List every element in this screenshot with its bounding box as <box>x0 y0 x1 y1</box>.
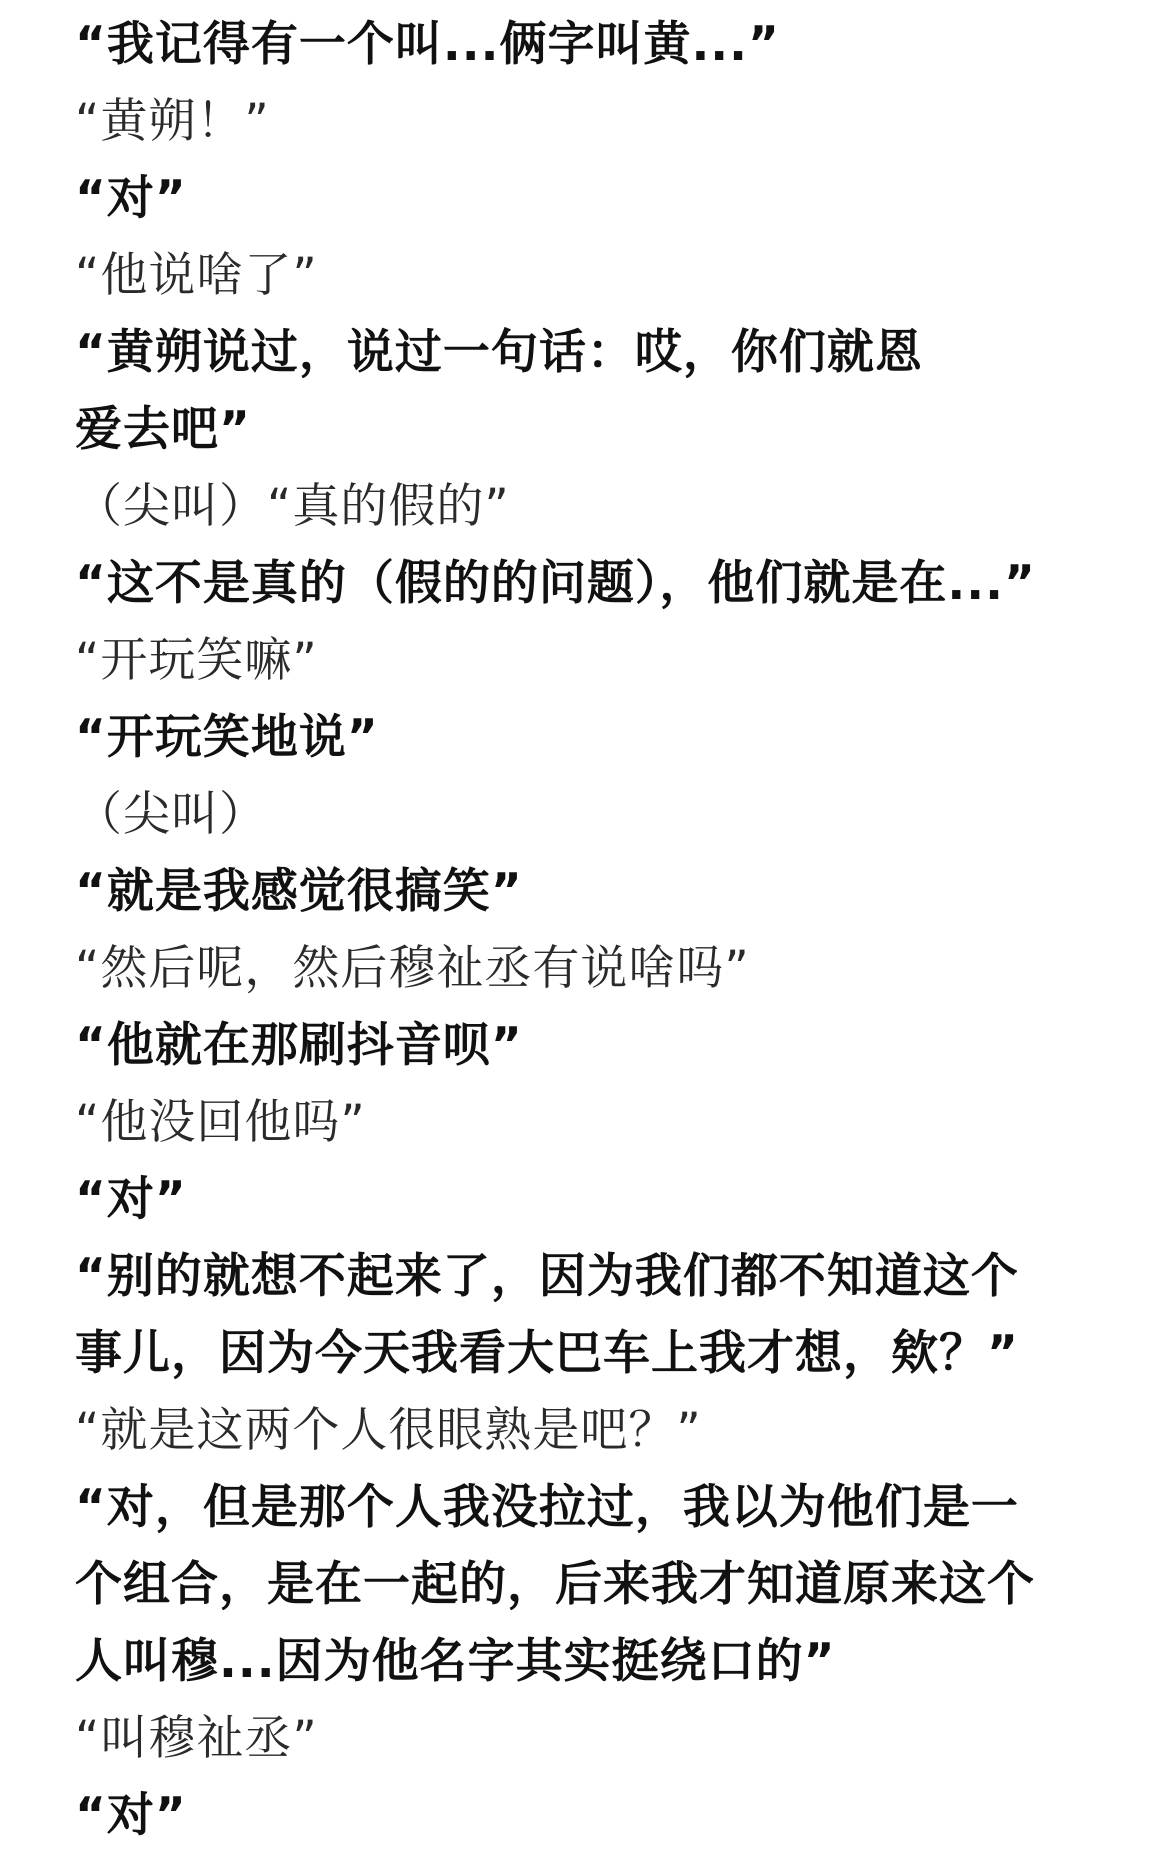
dialogue-line: “对” <box>75 1788 187 1843</box>
dialogue-line: “就是这两个人很眼熟是吧？” <box>75 1403 702 1458</box>
dialogue-line: （尖叫）“真的假的” <box>75 479 510 534</box>
dialogue-line: “黄朔！” <box>75 94 270 149</box>
dialogue-line: 人叫穆...因为他名字其实挺绕口的” <box>75 1634 836 1689</box>
dialogue-line: “开玩笑嘛” <box>75 633 318 688</box>
dialogue-line: “别的就想不起来了，因为我们都不知道这个 <box>75 1249 1019 1304</box>
transcript-document <box>75 6 1115 1854</box>
dialogue-line: “就是我感觉很搞笑” <box>75 864 523 919</box>
dialogue-line: 爱去吧” <box>75 402 251 457</box>
dialogue-line: “这不是真的（假的的问题），他们就是在...” <box>75 556 1036 611</box>
dialogue-line: “他没回他吗” <box>75 1095 366 1150</box>
dialogue-line: “然后呢，然后穆祉丞有说啥吗” <box>75 941 750 996</box>
dialogue-line: （尖叫） <box>75 787 267 842</box>
dialogue-line: “对，但是那个人我没拉过，我以为他们是一 <box>75 1480 1019 1535</box>
dialogue-line: “开玩笑地说” <box>75 710 379 765</box>
dialogue-line: “黄朔说过，说过一句话：哎，你们就恩 <box>75 325 923 380</box>
dialogue-line: 个组合，是在一起的，后来我才知道原来这个 <box>75 1557 1035 1612</box>
dialogue-line: “对” <box>75 1172 187 1227</box>
dialogue-line: 事儿，因为今天我看大巴车上我才想，欸？” <box>75 1326 1019 1381</box>
dialogue-line: “叫穆祉丞” <box>75 1711 318 1766</box>
dialogue-line: “他说啥了” <box>75 248 318 303</box>
dialogue-line: “他就在那刷抖音呗” <box>75 1018 523 1073</box>
dialogue-line: “对” <box>75 171 187 226</box>
dialogue-line: “我记得有一个叫...俩字叫黄...” <box>75 17 780 72</box>
